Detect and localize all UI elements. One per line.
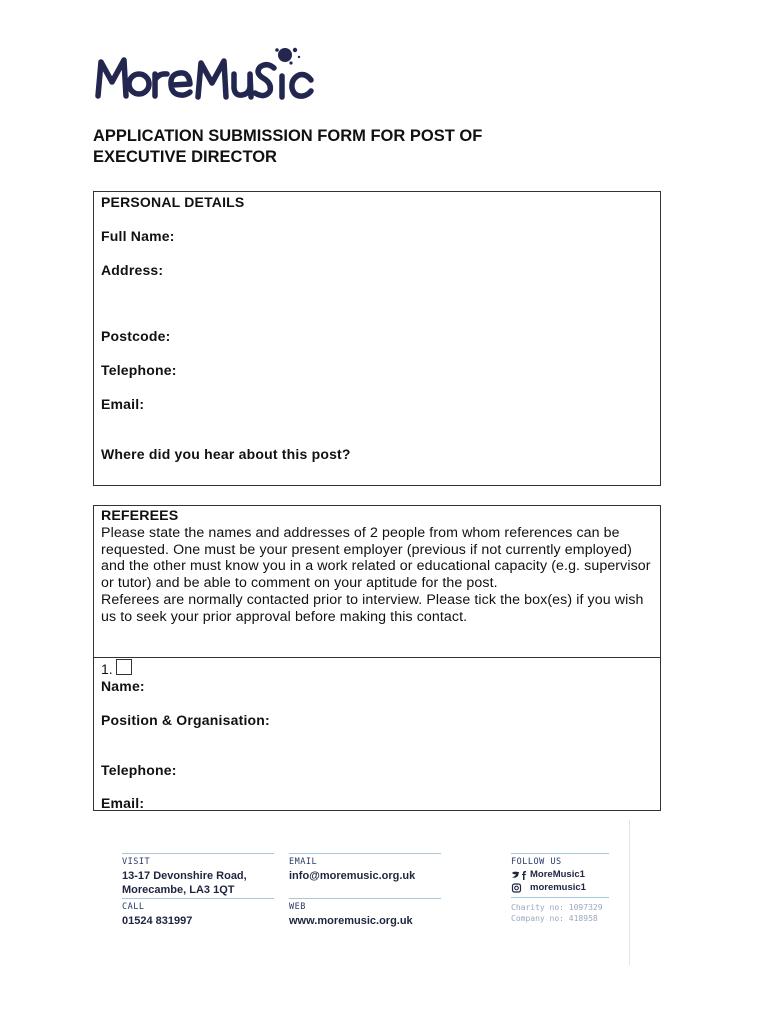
footer-web (289, 898, 441, 928)
personal-details-heading: PERSONAL DETAILS (101, 194, 245, 210)
personal-details-section (93, 191, 661, 486)
twitter-facebook-icon (511, 870, 527, 880)
referees-heading: REFEREES (101, 508, 179, 524)
referee-approval-checkbox[interactable] (116, 659, 132, 675)
footer-visit-label: VISIT (122, 853, 274, 867)
footer-company-number: Company no: 418958 (511, 914, 598, 923)
form-title (93, 126, 613, 168)
full-name-field[interactable]: Full Name: (101, 228, 175, 244)
footer-instagram[interactable] (511, 882, 609, 894)
footer-call-label: CALL (122, 898, 274, 912)
postcode-field[interactable]: Postcode: (101, 328, 171, 344)
referee-name-field[interactable]: Name: (101, 678, 145, 694)
footer-registration (511, 897, 609, 924)
footer-phone: 01524 831997 (122, 915, 193, 927)
referees-intro (101, 508, 657, 626)
footer-call (122, 898, 274, 928)
footer-visit (122, 853, 274, 897)
footer-twitter-facebook[interactable] (511, 869, 609, 881)
footer-email-link[interactable]: info@moremusic.org.uk (289, 870, 416, 882)
footer-email-label: EMAIL (289, 853, 441, 867)
form-title-line2: EXECUTIVE DIRECTOR (93, 148, 277, 166)
referee-number: 1. (101, 661, 113, 677)
instagram-icon (511, 883, 527, 894)
referees-section (93, 505, 661, 811)
form-title-line1: APPLICATION SUBMISSION FORM FOR POST OF (93, 127, 483, 145)
footer-divider (629, 820, 630, 965)
footer-follow (511, 853, 609, 894)
referee-telephone-field[interactable]: Telephone: (101, 762, 177, 778)
footer-instagram-handle: moremusic1 (530, 882, 586, 893)
referees-approval-note: Referees are normally contacted prior to interview. Please tick the box(es) if you wish us to seek your prior approval before making this contact. (101, 591, 644, 625)
footer-address-line1: 13-17 Devonshire Road, (122, 870, 247, 882)
footer-email (289, 853, 441, 883)
referee-position-field[interactable]: Position & Organisation: (101, 712, 270, 728)
footer-twitter-facebook-handle: MoreMusic1 (530, 869, 585, 880)
referees-divider (94, 657, 660, 658)
hear-about-post-field[interactable]: Where did you hear about this post? (101, 446, 351, 462)
email-field[interactable]: Email: (101, 396, 145, 412)
address-field[interactable]: Address: (101, 262, 164, 278)
footer-charity-number: Charity no: 1097329 (511, 903, 603, 912)
referee-email-field[interactable]: Email: (101, 795, 145, 811)
more-music-logo (92, 42, 322, 108)
footer-follow-label: FOLLOW US (511, 853, 609, 867)
referees-instructions: Please state the names and addresses of 2 people from whom references can be requested. One must be your present employer (previous if not currently employed) and the other must know you in a work related or educational capacity (e.g. supervisor or tutor) and be able to comment on your aptitude for the post. (101, 524, 651, 592)
footer-address-line2: Morecambe, LA3 1QT (122, 884, 235, 896)
footer-web-link[interactable]: www.moremusic.org.uk (289, 915, 413, 927)
telephone-field[interactable]: Telephone: (101, 362, 177, 378)
footer-web-label: WEB (289, 898, 441, 912)
